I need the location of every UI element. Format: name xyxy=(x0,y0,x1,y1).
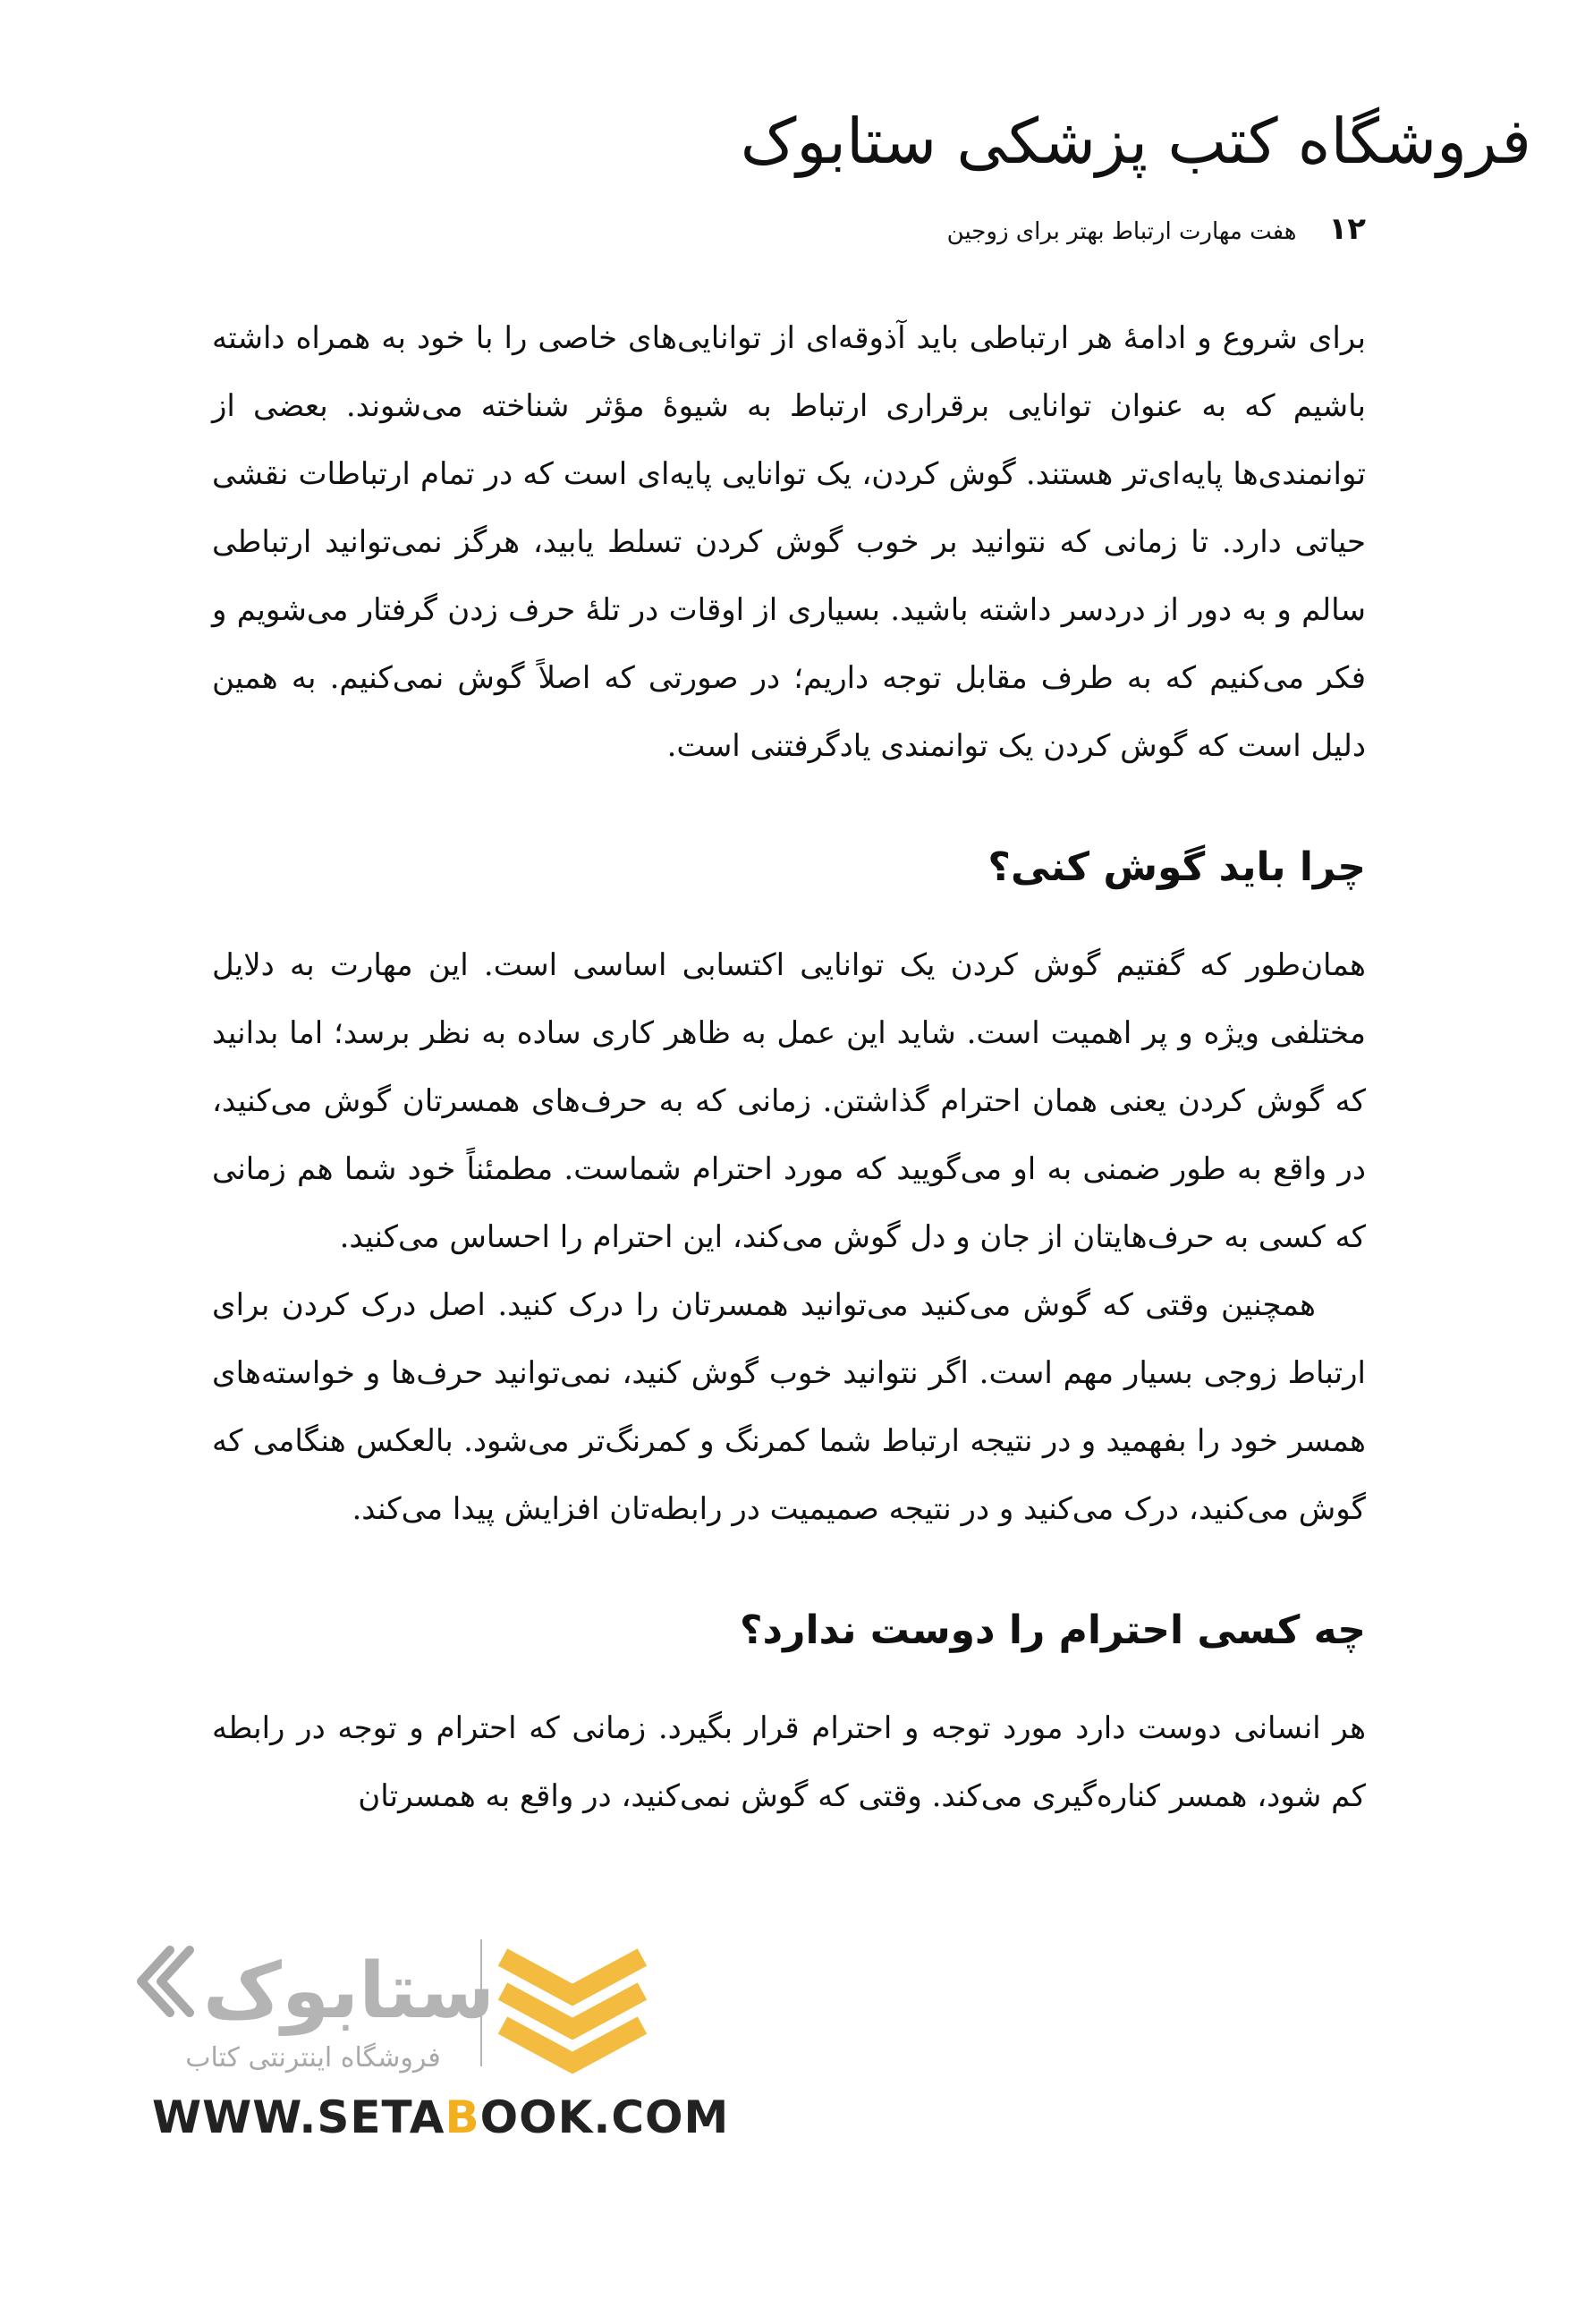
store-title: فروشگاه کتب پزشکی ستابوک xyxy=(740,105,1531,178)
logo-wordmark: ستابوک xyxy=(202,1947,496,2036)
page-body xyxy=(212,304,1366,1830)
setabook-logo xyxy=(134,1932,671,2075)
page-number: ۱۲ xyxy=(1328,211,1366,247)
respect-section xyxy=(212,1607,1366,1830)
intro-section xyxy=(212,304,1366,780)
why-listen-section xyxy=(212,844,1366,1543)
why-listen-paragraph-1: همان‌طور که گفتیم گوش کردن یک توانایی اکتسابی اساسی است. این مهارت به دلایل مختلفی ویژه و پر اهمیت است. شاید این عمل به ظاهر کاری ساده به نظر برسد؛ اما بدانید که گوش کردن یعنی همان احترام گذاشتن. زمانی که به حرف‌های همسرتان گوش می‌کنید، در واقع به طور ضمنی به او می‌گویید که مورد احترام شماست. مطمئناً خود شما هم زمانی که کسی به حرف‌هایتان از جان و دل گوش می‌کند، این احترام را احساس می‌کنید. xyxy=(212,946,1366,1255)
url-suffix: OOK.COM xyxy=(479,2091,730,2143)
setabook-watermark xyxy=(134,1932,730,2165)
url-accent: B xyxy=(445,2091,480,2143)
intro-paragraph: برای شروع و ادامهٔ هر ارتباطی باید آذوقه‌ای از توانایی‌های خاصی را با خود به همراه داشته باشیم که به عنوان توانایی برقراری ارتباط به شیوهٔ مؤثر شناخته می‌شوند. بعضی از توانمندی‌ها پایه‌ای‌تر هستند. گوش کردن، یک توانایی پایه‌ای است که در تمام ارتباطات نقشی حیاتی دارد. تا زمانی که نتوانید بر خوب گوش کردن تسلط یابید، هرگز نمی‌توانید ارتباطی سالم و به دور از دردسر داشته باشید. بسیاری از اوقات در تلهٔ حرف زدن گرفتار می‌شویم و فکر می‌کنیم که به طرف مقابل توجه داریم؛ در صورتی که اصلاً گوش نمی‌کنیم. به همین دلیل است که گوش کردن یک توانمندی یادگرفتنی است. xyxy=(212,320,1366,764)
section-heading-respect: چه کسی احترام را دوست ندارد؟ xyxy=(740,1607,1366,1653)
why-listen-paragraph-2: همچنین وقتی که گوش می‌کنید می‌توانید همسرتان را درک کنید. اصل درک کردن برای ارتباط زوجی بسیار مهم است. اگر نتوانید خوب گوش کنید، نمی‌توانید حرف‌ها و خواسته‌های همسر خود را بفهمید و در نتیجه ارتباط شما کمرنگ و کمرنگ‌تر می‌شود. بالعکس هنگامی که گوش می‌کنید، درک می‌کنید و در نتیجه صمیمیت در رابطه‌تان افزایش پیدا می‌کند. xyxy=(212,1286,1366,1527)
running-title: هفت مهارت ارتباط بهتر برای زوجین xyxy=(946,218,1297,245)
book-chevron-icon xyxy=(503,1957,642,2063)
logo-tagline: فروشگاه اینترنتی کتاب xyxy=(185,2042,441,2074)
url-prefix: WWW.SETA xyxy=(152,2091,445,2143)
section-heading-why-listen: چرا باید گوش کنی؟ xyxy=(987,844,1366,890)
setabook-url xyxy=(152,2091,729,2143)
respect-paragraph-1: هر انسانی دوست دارد مورد توجه و احترام قرار بگیرد. زمانی که احترام و توجه در رابطه کم شود، همسر کناره‌گیری می‌کند. وقتی که گوش نمی‌کنید، در واقع به همسرتان xyxy=(212,1709,1366,1814)
running-header xyxy=(203,211,1366,247)
